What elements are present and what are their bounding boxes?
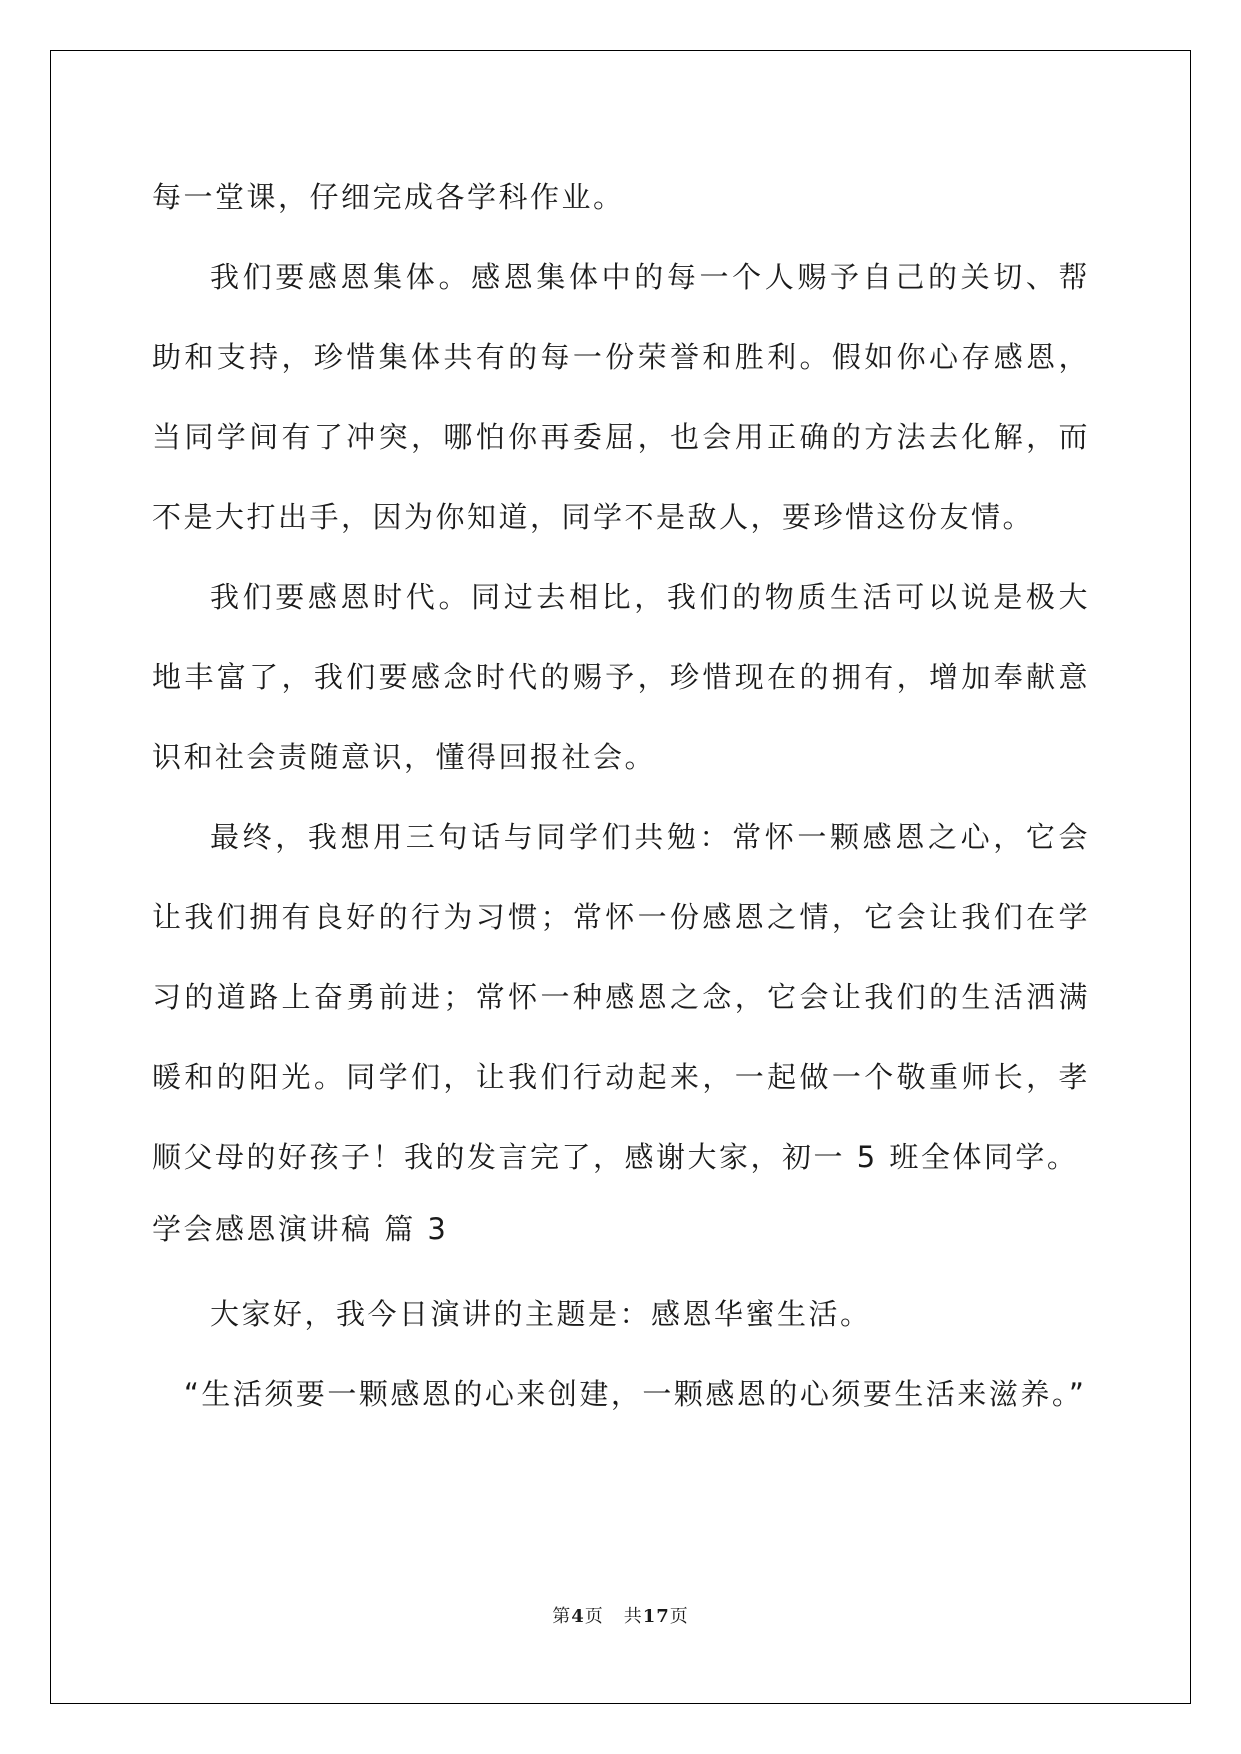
current-page-number: 4 — [571, 1606, 585, 1627]
paragraph-greeting: 大家好，我今日演讲的主题是：感恩华蜜生活。 — [210, 1297, 872, 1331]
footer-prefix: 第 — [552, 1606, 572, 1627]
total-pages-number: 17 — [642, 1606, 670, 1627]
paragraph-closing: 最终，我想用三句话与同学们共勉：常怀一颗感恩之心，它会让我们拥有良好的行为习惯；常怀一份感恩之情，它会让我们在学习的道路上奋勇前进；常怀一种感恩之念，它会让我们的生活洒满暖和的阳光。同学们，让我们行动起来，一起做一个敬重师长，孝顺父母的好孩子！我的发言完了，感谢大家，初一 5 班全体同学。 — [152, 820, 1090, 1174]
paragraph-quote: “生活须要一颗感恩的心来创建，一颗感恩的心须要生活来滋养。” — [183, 1377, 1087, 1411]
footer-page-unit: 页 — [584, 1606, 604, 1627]
page-footer — [0, 1602, 1241, 1628]
paragraph-continuation: 每一堂课，仔细完成各学科作业。 — [152, 180, 625, 214]
footer-total-unit: 页 — [669, 1606, 689, 1627]
paragraph-gratitude-collective: 我们要感恩集体。感恩集体中的每一个人赐予自己的关切、帮助和支持，珍惜集体共有的每一份荣誉和胜利。假如你心存感恩，当同学间有了冲突，哪怕你再委屈，也会用正确的方法去化解，而不是大打出手，因为你知道，同学不是敌人，要珍惜这份友情。 — [152, 260, 1090, 534]
document-body — [152, 157, 1090, 1434]
section-heading: 学会感恩演讲稿 篇 3 — [152, 1212, 449, 1246]
footer-total-prefix: 共 — [623, 1606, 643, 1627]
paragraph-gratitude-era: 我们要感恩时代。同过去相比，我们的物质生活可以说是极大地丰富了，我们要感念时代的赐予，珍惜现在的拥有，增加奉献意识和社会责随意识，懂得回报社会。 — [152, 580, 1090, 774]
